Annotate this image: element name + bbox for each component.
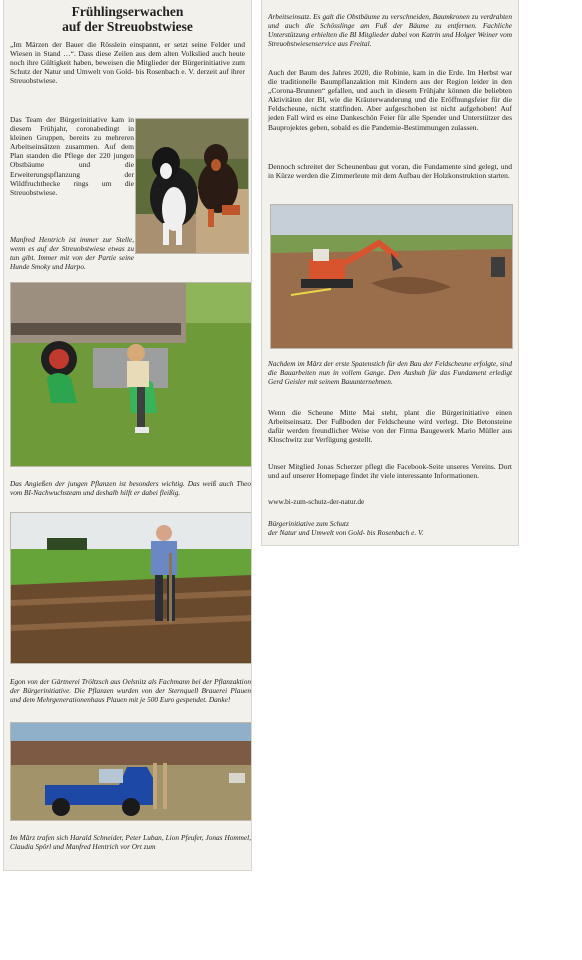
watering-caption: Das Angießen der jungen Pflanzen ist besonders wichtig. Das weiß auch Theo vom BI-Nachwuchsteam und deshalb hilft er dabei fleißig.	[10, 479, 251, 498]
team-paragraph: Das Team der Bürgerinitiative kam in diesem Frühjahr, coronabedingt in kleinen Gruppen, bereits zu mehreren Arbeitseinsätzen zusammen. Auf dem Plan standen die Pflege der 220 jungen Obstbäume und die Erweiterungspflanzung der Wildfruchthecke rings um die Streuobstwiese.	[10, 115, 134, 197]
right-column-clipping	[262, 0, 518, 545]
left-column-clipping	[4, 0, 251, 870]
may-paragraph: Wenn die Scheune Mitte Mai steht, plant die Bürgerinitiative einen Arbeitseinsatz. Der Fußboden der Feldscheune wird verlegt. Die Betonsteine dafür werden freundlicher Weise von der Firma Baugewerk Mario Müller aus Kloschwitz zur Verfügung gestellt.	[268, 408, 512, 445]
facebook-paragraph: Unser Mitglied Jonas Scherzer pflegt die Facebook-Seite unseres Vereins. Dort und auf unserer Homepage findet ihr viele interessante Informationen.	[268, 462, 512, 481]
website-link[interactable]: www.bi-zum-schutz-der-natur.de	[268, 497, 365, 506]
truck-caption: Im März trafen sich Harald Schneider, Peter Luban, Lion Pfeufer, Jonas Hommel, Claudia Spörl und Manfred Hentrich vor Ort zum	[10, 833, 251, 852]
tree-paragraph: Auch der Baum des Jahres 2020, die Robinie, kam in die Erde. Im Herbst war die traditionelle Baumpflanzaktion mit Kindern aus der Region leider in den „Corona-Brunnen“ gefallen, und auch in diesem Frühjahr können die beliebten Aktivitäten der BI, wie die Kräuterwanderung und die Eröffnungsfeier für die Feldscheune, nicht stattfinden. Aber aufgeschoben ist nicht aufgehoben! Auf jeden Fall wird es eine Dankeschön Feier für alle Spender und Unterstützer des Bauprojektes geben, sobald es die Pandemie-Bestimmungen zulassen.	[268, 68, 512, 132]
continuation-text: Arbeitseinsatz. Es galt die Obstbäume zu verschneiden, Baumkronen zu verdrahten und auch die Schösslinge am Fuß der Bäume zu entfernen. Fachliche Unterstützung erhielten die BI Mitglieder dabei von Katrin und Holger Weiner vom Streuobstwiesenservice aus Freital.	[268, 12, 512, 49]
signature-line-1: Bürgerinitiative zum Schutz	[268, 519, 349, 528]
gardener-caption: Egon von der Gärtnerei Tröltzsch aus Oelsnitz als Fachmann bei der Pflanzaktion der Bürgerinitiative. Die Pflanzen wurden von der Sternquell Brauerei Plauen und dem Mehrgenerationenhaus Plauen mit je 500 Euro gespendet. Danke!	[10, 677, 251, 705]
signature-line-2: der Natur und Umwelt von Gold- bis Rosenbach e. V.	[268, 528, 424, 537]
watering-photo	[10, 282, 251, 467]
truck-photo	[10, 722, 251, 821]
article-title: Frühlingserwachen	[71, 4, 184, 19]
barn-paragraph: Dennoch schreitet der Scheunenbau gut voran, die Fundamente sind gelegt, und in Kürze werden die Zimmerleute mit dem Aufbau der Holzkonstruktion starten.	[268, 162, 512, 181]
article-subtitle: auf der Streuobstwiese	[62, 19, 193, 34]
article-header	[10, 0, 245, 39]
excavator-caption: Nachdem im März der erste Spatenstich für den Bau der Feldscheune erfolgte, sind die Bauarbeiten nun in vollem Gange. Den Aushub für das Fundament erledigt Gerd Geisler mit seinem Bauunternehmen.	[268, 359, 512, 387]
intro-paragraph: „Im Märzen der Bauer die Rösslein einspannt, er setzt seine Felder und Wiesen in Stand …“. Dass diese Zeilen aus dem alten Volkslied auch heute noch ihre Gültigkeit haben, beweisen die Mitglieder der Bürgerinitiative zum Schutz der Natur und Umwelt von Gold- bis Rosenbach e. V. derzeit auf ihrer Streuobstwiese.	[10, 40, 245, 86]
dogs-caption: Manfred Hentrich ist immer zur Stelle, wenn es auf der Streuobstwiese etwas zu tun gibt. Immer mit von der Partie seine Hunde Smoky und Harpo.	[10, 235, 134, 272]
dogs-photo	[135, 118, 249, 254]
excavator-photo	[270, 204, 513, 349]
gardener-photo	[10, 512, 251, 664]
